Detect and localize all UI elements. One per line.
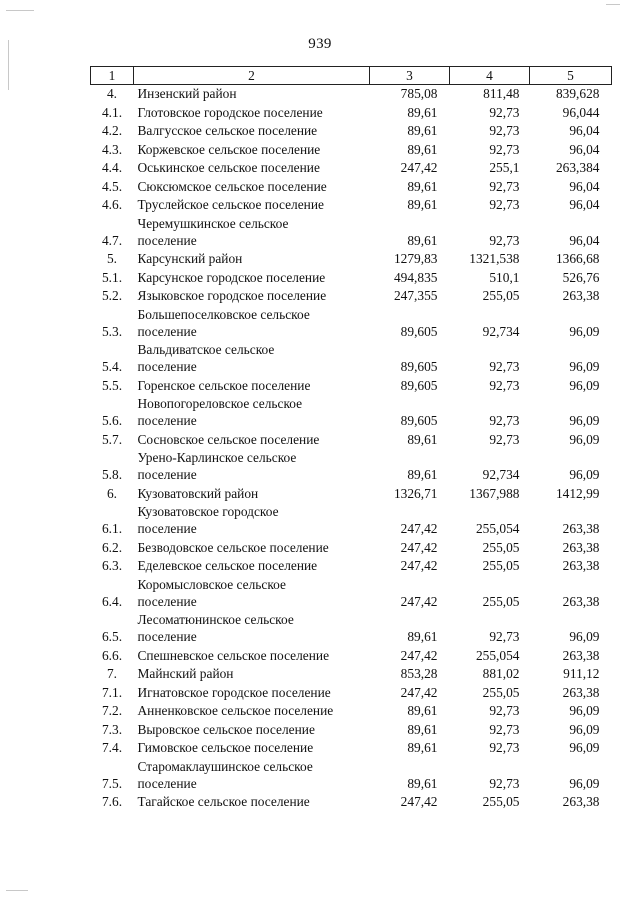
row-name: Горенское сельское поселение [137, 377, 311, 393]
row-value-col4: 255,05 [482, 288, 520, 303]
column-header-number: 1 [91, 67, 134, 85]
row-value-col4: 1321,538 [469, 251, 520, 266]
table-row [91, 539, 612, 558]
row-name: Карсунское городское поселение [137, 269, 326, 285]
row-value-col5: 263,38 [562, 647, 600, 663]
row-value-col4: 255,05 [482, 794, 520, 809]
row-name: Инзенский район [137, 86, 237, 101]
row-value-col4: 92,73 [489, 104, 520, 120]
row-value-col4: 510,1 [489, 269, 520, 285]
row-name: Большепоселковское сельское поселение [137, 306, 310, 339]
row-value-col4: 92,73 [489, 703, 520, 718]
table-row [91, 306, 612, 342]
row-value-col5: 1412,99 [555, 485, 600, 501]
scan-edge-mark [6, 10, 34, 11]
row-value-col5: 263,38 [562, 558, 600, 573]
table-row [91, 503, 612, 539]
row-number: 7.1. [101, 684, 123, 700]
row-number: 4.1. [101, 104, 123, 120]
row-number: 6.4. [101, 593, 123, 609]
row-value-col4: 92,73 [489, 178, 520, 194]
row-name: Глотовское городское поселение [137, 104, 323, 120]
column-header-name: 2 [134, 67, 370, 85]
table-row [91, 576, 612, 612]
table-row [91, 647, 612, 666]
row-number: 4. [106, 86, 118, 101]
row-value-col3: 853,28 [400, 666, 438, 681]
row-value-col3: 89,61 [407, 123, 438, 138]
row-name: Валгусское сельское поселение [137, 123, 318, 138]
row-value-col4: 92,73 [489, 123, 520, 138]
row-value-col4: 255,05 [482, 539, 520, 555]
row-value-col3: 89,61 [407, 104, 438, 120]
row-value-col4: 255,05 [482, 558, 520, 573]
table-row [91, 377, 612, 396]
row-name: Новопогореловское сельское поселение [137, 396, 303, 428]
row-name: Анненковское сельское поселение [137, 703, 334, 718]
row-value-col3: 89,61 [407, 197, 438, 212]
row-number: 5.5. [101, 377, 123, 393]
row-value-col3: 247,42 [400, 794, 438, 809]
row-value-col4: 92,73 [489, 141, 520, 157]
row-value-col4: 92,734 [482, 323, 520, 339]
row-value-col5: 263,384 [555, 160, 600, 175]
row-value-col3: 89,61 [407, 141, 438, 157]
table-row [91, 215, 612, 251]
row-value-col3: 89,605 [400, 413, 438, 428]
table-row [91, 159, 612, 178]
row-name: Кузоватовское городское поселение [137, 504, 279, 536]
row-number: 6.6. [101, 647, 123, 663]
row-value-col5: 526,76 [562, 269, 600, 285]
table-row [91, 449, 612, 485]
row-name: Коромысловское сельское поселение [137, 576, 286, 609]
column-header-col4: 4 [450, 67, 530, 85]
row-value-col4: 92,73 [489, 232, 520, 248]
table-row [91, 611, 612, 647]
row-value-col3: 89,605 [400, 359, 438, 374]
table-row [91, 178, 612, 197]
row-number: 4.4. [101, 160, 123, 175]
page-number: 939 [308, 36, 332, 52]
table-row [91, 196, 612, 215]
row-name: Черемушкинское сельское поселение [137, 215, 289, 248]
row-value-col5: 1366,68 [555, 251, 600, 266]
row-value-col4: 92,73 [489, 629, 520, 644]
table-row [91, 287, 612, 306]
row-value-col5: 96,04 [569, 178, 600, 194]
table-row [91, 793, 612, 812]
row-number: 4.6. [101, 197, 123, 212]
row-value-col5: 263,38 [562, 521, 600, 536]
row-value-col5: 96,09 [569, 359, 600, 374]
row-value-col5: 263,38 [562, 539, 600, 555]
row-number: 5.8. [101, 467, 123, 482]
row-value-col5: 96,09 [569, 467, 600, 482]
table-row [91, 395, 612, 431]
row-value-col4: 255,054 [475, 521, 520, 536]
row-name: Выровское сельское поселение [137, 721, 315, 737]
row-value-col5: 96,09 [569, 431, 600, 447]
row-number: 4.7. [101, 232, 123, 248]
row-value-col5: 96,09 [569, 721, 600, 737]
row-value-col3: 89,61 [407, 431, 438, 447]
table-row [91, 141, 612, 160]
row-value-col5: 263,38 [562, 593, 600, 609]
row-name: Коржевское сельское поселение [137, 141, 321, 157]
row-value-col3: 1279,83 [393, 251, 438, 266]
row-value-col3: 785,08 [400, 86, 438, 101]
row-number: 6.2. [101, 539, 123, 555]
table-row [91, 557, 612, 576]
row-number: 4.5. [101, 178, 123, 194]
row-value-col3: 1326,71 [393, 485, 438, 501]
row-number: 7.3. [101, 721, 123, 737]
row-name: Игнатовское городское поселение [137, 684, 331, 700]
row-name: Тагайское сельское поселение [137, 794, 310, 809]
row-number: 5.3. [101, 323, 123, 339]
row-value-col5: 839,628 [555, 86, 600, 101]
row-name: Безводовское сельское поселение [137, 539, 329, 555]
row-value-col4: 1367,988 [469, 485, 520, 501]
row-value-col4: 92,73 [489, 775, 520, 791]
row-name: Сосновское сельское поселение [137, 431, 320, 447]
row-value-col4: 92,73 [489, 431, 520, 447]
row-value-col5: 96,044 [562, 104, 600, 120]
row-value-col5: 96,09 [569, 377, 600, 393]
row-number: 7. [106, 666, 118, 681]
row-name: Оськинское сельское поселение [137, 160, 320, 175]
row-number: 6. [106, 485, 118, 501]
row-number: 6.1. [101, 521, 123, 536]
row-number: 4.2. [101, 123, 123, 138]
row-value-col5: 263,38 [562, 794, 600, 809]
row-value-col5: 96,04 [569, 232, 600, 248]
row-number: 5.2. [101, 288, 123, 303]
budget-table [90, 66, 612, 812]
table-row [91, 721, 612, 740]
row-value-col3: 89,61 [407, 721, 438, 737]
row-value-col5: 96,09 [569, 703, 600, 718]
row-number: 5.6. [101, 413, 123, 428]
table-row [91, 104, 612, 123]
row-number: 6.5. [101, 629, 123, 644]
row-value-col3: 89,605 [400, 377, 438, 393]
row-value-col3: 247,42 [400, 647, 438, 663]
row-value-col3: 89,61 [407, 178, 438, 194]
row-number: 5.7. [101, 431, 123, 447]
row-value-col3: 89,61 [407, 467, 438, 482]
row-value-col3: 89,61 [407, 232, 438, 248]
row-value-col3: 89,61 [407, 740, 438, 755]
row-value-col3: 89,61 [407, 775, 438, 791]
scan-edge-mark [606, 4, 620, 5]
row-number: 5. [106, 251, 118, 266]
row-number: 7.2. [101, 703, 123, 718]
row-value-col4: 255,05 [482, 593, 520, 609]
row-name: Майнский район [137, 666, 234, 681]
row-value-col4: 92,73 [489, 740, 520, 755]
row-number: 7.5. [101, 775, 123, 791]
row-name: Спешневское сельское поселение [137, 647, 330, 663]
table-row [91, 250, 612, 269]
row-value-col5: 96,04 [569, 123, 600, 138]
row-value-col3: 89,61 [407, 629, 438, 644]
column-header-col5: 5 [530, 67, 612, 85]
table-row [91, 431, 612, 450]
row-value-col4: 92,73 [489, 413, 520, 428]
row-value-col4: 92,73 [489, 359, 520, 374]
row-value-col5: 96,04 [569, 197, 600, 212]
row-value-col3: 247,42 [400, 160, 438, 175]
table-row [91, 739, 612, 758]
row-value-col3: 247,355 [393, 288, 438, 303]
row-number: 7.6. [101, 794, 123, 809]
row-name: Еделевское сельское поселение [137, 558, 318, 573]
row-name: Вальдиватское сельское поселение [137, 342, 275, 374]
row-value-col3: 247,42 [400, 521, 438, 536]
row-value-col3: 247,42 [400, 593, 438, 609]
row-name: Труслейское сельское поселение [137, 197, 324, 212]
row-value-col5: 96,09 [569, 413, 600, 428]
row-value-col5: 96,09 [569, 629, 600, 644]
row-value-col3: 247,42 [400, 539, 438, 555]
row-value-col5: 911,12 [563, 666, 600, 681]
row-value-col5: 96,09 [569, 740, 600, 755]
row-name: Лесоматюнинское сельское поселение [137, 612, 294, 644]
table-row [91, 665, 612, 684]
row-name: Гимовское сельское поселение [137, 740, 314, 755]
table-row [91, 122, 612, 141]
row-value-col5: 96,09 [569, 323, 600, 339]
row-number: 6.3. [101, 558, 123, 573]
row-number: 5.4. [101, 359, 123, 374]
row-value-col5: 263,38 [562, 288, 600, 303]
table-row [91, 341, 612, 377]
table-row [91, 485, 612, 504]
row-number: 4.3. [101, 141, 123, 157]
row-value-col4: 92,73 [489, 721, 520, 737]
row-value-col4: 255,05 [482, 684, 520, 700]
column-header-col3: 3 [370, 67, 450, 85]
row-value-col3: 247,42 [400, 558, 438, 573]
row-value-col5: 96,04 [569, 141, 600, 157]
scan-edge-mark [6, 890, 28, 891]
table-row [91, 85, 612, 104]
row-name: Урено-Карлинское сельское поселение [137, 450, 297, 482]
row-value-col4: 811,48 [483, 86, 520, 101]
row-number: 5.1. [101, 269, 123, 285]
row-value-col3: 494,835 [393, 269, 438, 285]
row-value-col5: 96,09 [569, 775, 600, 791]
row-name: Карсунский район [137, 251, 243, 266]
row-name: Сюксюмское сельское поселение [137, 178, 327, 194]
row-value-col4: 92,73 [489, 377, 520, 393]
row-value-col3: 89,61 [407, 703, 438, 718]
table-row [91, 758, 612, 794]
row-name: Языковское городское поселение [137, 288, 327, 303]
row-value-col5: 263,38 [562, 684, 600, 700]
row-value-col4: 92,734 [482, 467, 520, 482]
row-value-col3: 247,42 [400, 684, 438, 700]
table-row [91, 684, 612, 703]
row-number: 7.4. [101, 740, 123, 755]
row-value-col4: 881,02 [482, 666, 520, 681]
table-row [91, 702, 612, 721]
table-row [91, 269, 612, 288]
row-value-col3: 89,605 [400, 323, 438, 339]
table-header-row [91, 67, 612, 85]
row-value-col4: 92,73 [489, 197, 520, 212]
row-value-col4: 255,054 [475, 647, 520, 663]
row-name: Кузоватовский район [137, 485, 259, 501]
row-name: Старомаклаушинское сельское поселение [137, 758, 313, 791]
row-value-col4: 255,1 [489, 160, 520, 175]
